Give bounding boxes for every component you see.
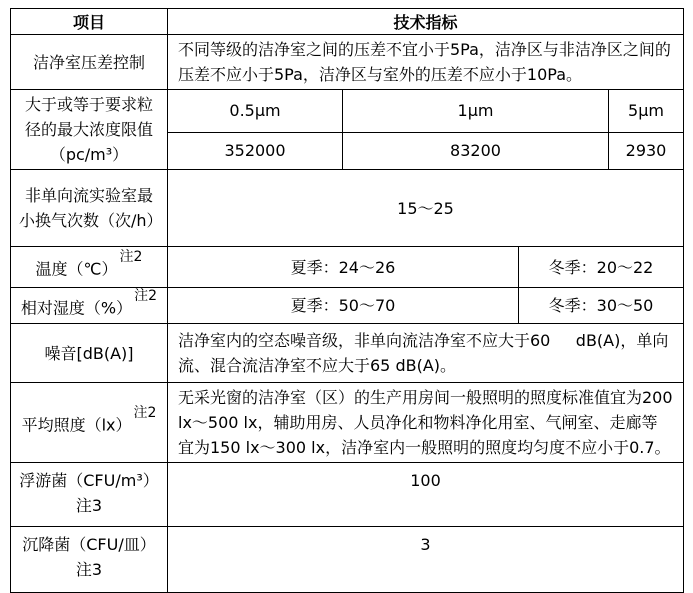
particle-value-5um: 2930	[609, 132, 684, 169]
air-change-value: 15～25	[168, 170, 684, 247]
airborne-bacteria-label	[11, 463, 168, 527]
row-noise	[11, 324, 684, 383]
temperature-note: 注2	[119, 249, 143, 266]
noise-label: 噪音[dB(A)]	[11, 324, 168, 383]
noise-content: 洁净室内的空态噪音级，非单向流洁净室不应大于60 dB(A)，单向流、混合流洁净室不应大于65 dB(A)。	[168, 324, 684, 383]
pressure-label: 洁净室压差控制	[11, 35, 168, 90]
row-illuminance	[11, 383, 684, 463]
particle-value-0_5um: 352000	[168, 132, 343, 169]
temperature-label-text: 温度（℃）	[35, 259, 118, 279]
row-air-change	[11, 170, 684, 247]
airborne-bacteria-label-text: 浮游菌（CFU/m³）	[19, 471, 159, 490]
spec-table	[10, 8, 684, 593]
illuminance-note: 注2	[133, 404, 157, 421]
settling-bacteria-label-text: 沉降菌（CFU/皿）	[22, 535, 156, 554]
column-header-item: 项目	[11, 9, 168, 35]
humidity-summer: 夏季：50～70	[168, 288, 519, 324]
pressure-content: 不同等级的洁净室之间的压差不宜小于5Pa，洁净区与非洁净区之间的压差不应小于5Pa，洁净区与室外的压差不应小于10Pa。	[168, 35, 684, 90]
airborne-bacteria-note: 注3	[75, 496, 103, 515]
illuminance-label	[11, 383, 168, 463]
temperature-winter: 冬季：20～22	[519, 247, 684, 288]
particle-label: 大于或等于要求粒径的最大浓度限值（pc/m³）	[11, 90, 168, 170]
header-row	[11, 9, 684, 35]
humidity-label	[11, 288, 168, 324]
air-change-label: 非单向流实验室最小换气次数（次/h）	[11, 170, 168, 247]
column-header-spec: 技术指标	[168, 9, 684, 35]
humidity-label-text: 相对湿度（%）	[20, 298, 133, 318]
particle-size-0_5um: 0.5μm	[168, 90, 343, 133]
particle-value-1um: 83200	[343, 132, 609, 169]
settling-bacteria-label	[11, 527, 168, 593]
particle-size-5um: 5μm	[609, 90, 684, 133]
temperature-summer: 夏季：24～26	[168, 247, 519, 288]
illuminance-content: 无采光窗的洁净室（区）的生产用房间一般照明的照度标准值宜为200 lx～500 lx，辅助用房、人员净化和物料净化用室、气闸室、走廊等宜为150 lx～300 lx，洁净室内一般照明的照度均匀度不应小于0.7。	[168, 383, 684, 463]
row-pressure	[11, 35, 684, 90]
temperature-label	[11, 247, 168, 288]
humidity-note: 注2	[134, 287, 158, 304]
settling-bacteria-value: 3	[168, 527, 684, 593]
row-particle-sizes	[11, 90, 684, 133]
row-airborne-bacteria	[11, 463, 684, 527]
illuminance-label-text: 平均照度（lx）	[21, 415, 132, 435]
humidity-winter: 冬季：30～50	[519, 288, 684, 324]
airborne-bacteria-value: 100	[168, 463, 684, 527]
settling-bacteria-note: 注3	[75, 560, 103, 579]
row-settling-bacteria	[11, 527, 684, 593]
row-temperature	[11, 247, 684, 288]
row-humidity	[11, 288, 684, 324]
particle-size-1um: 1μm	[343, 90, 609, 133]
